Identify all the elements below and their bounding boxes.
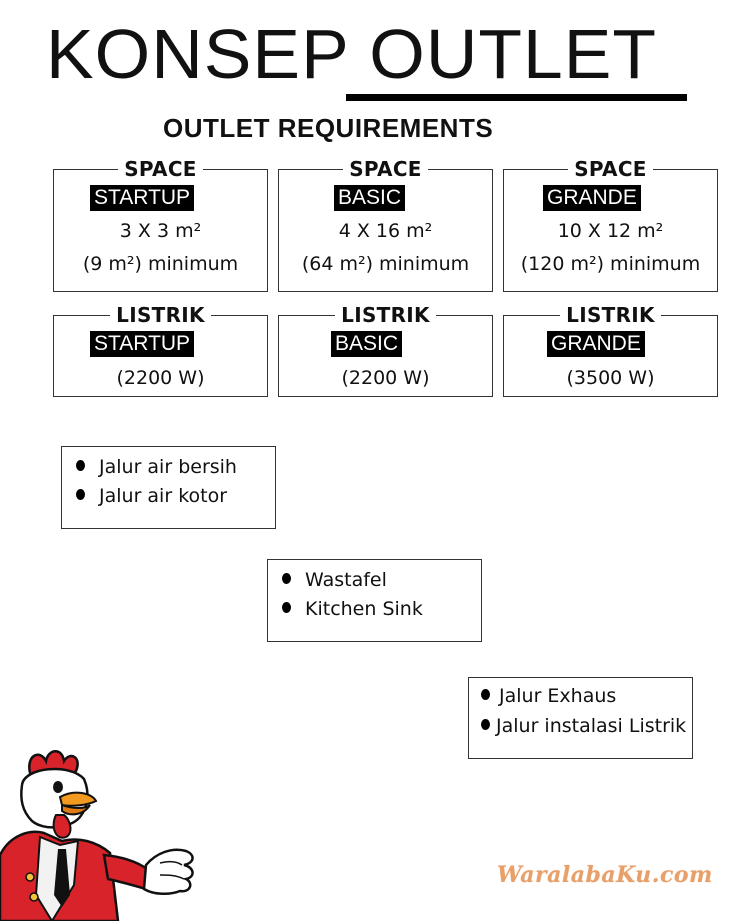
brand-watermark: WaralabaKu.com: [497, 862, 713, 888]
title-underline: [346, 94, 687, 101]
space-size: 3 X 3 m²: [119, 220, 202, 242]
bullet-icon: [76, 489, 85, 500]
bullet-icon: [481, 689, 490, 700]
card-heading: SPACE: [118, 157, 203, 181]
card-heading: LISTRIK: [110, 303, 211, 327]
tier-badge: BASIC: [334, 185, 405, 211]
card-heading: LISTRIK: [560, 303, 661, 327]
water-line-box: [61, 446, 276, 529]
space-card-basic: [278, 157, 493, 292]
page-title: KONSEP OUTLET: [46, 15, 658, 93]
space-card-startup: [53, 157, 268, 292]
tier-badge: STARTUP: [90, 331, 194, 357]
tier-badge: GRANDE: [547, 331, 645, 357]
list-item: Jalur instalasi Listrik: [481, 715, 686, 737]
card-heading: SPACE: [343, 157, 428, 181]
section-subtitle: OUTLET REQUIREMENTS: [163, 113, 494, 143]
list-item: Jalur air bersih: [76, 456, 237, 478]
list-item: Jalur air kotor: [76, 485, 227, 507]
tier-badge: STARTUP: [90, 185, 194, 211]
bullet-icon: [481, 719, 490, 730]
card-heading: LISTRIK: [335, 303, 436, 327]
utility-box: [468, 677, 693, 759]
space-area: (64 m²) minimum: [301, 253, 470, 275]
power-rating: (2200 W): [341, 367, 430, 389]
list-item: Kitchen Sink: [282, 598, 423, 620]
tier-badge: BASIC: [331, 331, 402, 357]
bullet-icon: [282, 573, 291, 584]
space-size: 10 X 12 m²: [557, 220, 664, 242]
listrik-card-startup: [53, 303, 268, 397]
listrik-card-basic: [278, 303, 493, 397]
list-item: Wastafel: [282, 569, 387, 591]
tier-badge: GRANDE: [543, 185, 641, 211]
space-card-grande: [503, 157, 718, 292]
power-rating: (3500 W): [566, 367, 655, 389]
bullet-icon: [282, 602, 291, 613]
space-area: (9 m²) minimum: [82, 253, 239, 275]
power-rating: (2200 W): [116, 367, 205, 389]
rooster-chef-mascot-icon: [0, 745, 200, 921]
space-size: 4 X 16 m²: [338, 220, 433, 242]
listrik-card-grande: [503, 303, 718, 397]
bullet-icon: [76, 460, 85, 471]
card-heading: SPACE: [568, 157, 653, 181]
sink-box: [267, 559, 482, 642]
list-item: Jalur Exhaus: [481, 685, 616, 707]
space-area: (120 m²) minimum: [520, 253, 701, 275]
